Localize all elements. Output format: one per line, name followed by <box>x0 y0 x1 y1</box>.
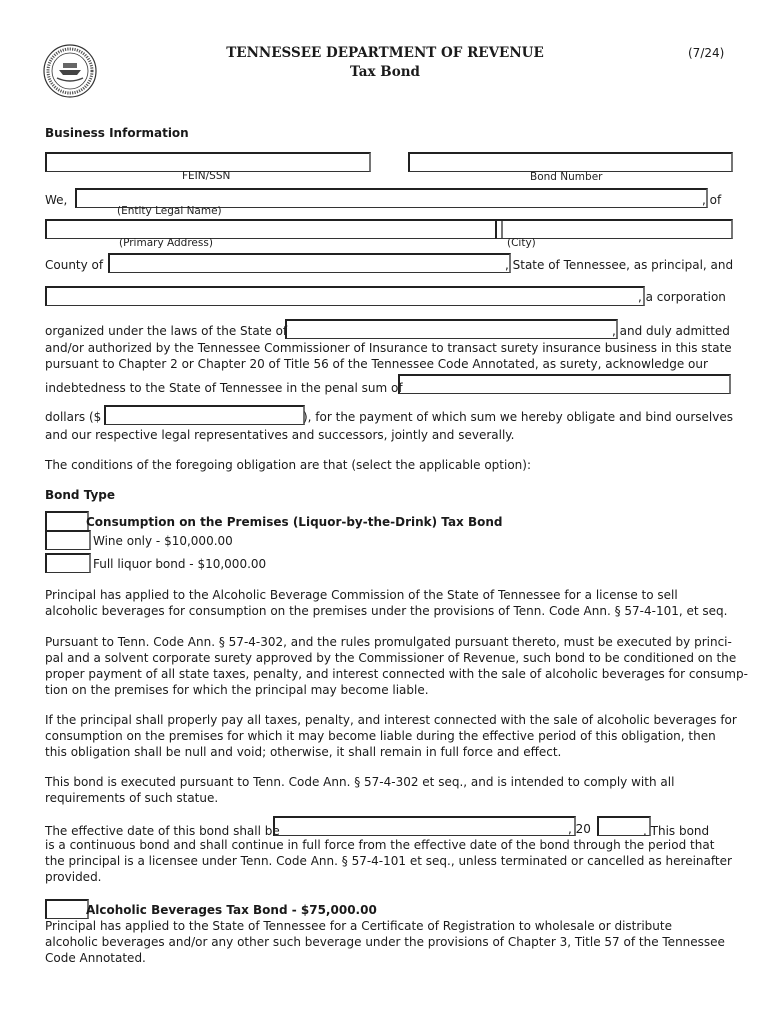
para1-line1: Principal has applied to the Alcoholic Beverage Commission of the State of Tennessee for a license to sell <box>45 588 678 602</box>
organized-label: organized under the laws of the State of <box>45 324 288 338</box>
bond-type-heading: Bond Type <box>45 488 116 502</box>
city-input[interactable] <box>495 219 733 239</box>
para2-line3: proper payment of all state taxes, penalty, and interest connected with the sale of alcoholic beverages for consump- <box>45 667 748 681</box>
primary-address-input[interactable] <box>45 219 503 239</box>
wine-only-select[interactable] <box>45 530 91 550</box>
entity-name-label: (Entity Legal Name) <box>117 205 222 217</box>
penal-sum-amount-input[interactable] <box>104 405 305 425</box>
para6-line1: Principal has applied to the State of Tennessee for a Certificate of Registration to wholesale or distribute <box>45 919 672 933</box>
para2-line4: tion on the premises for which the principal may become liable. <box>45 683 429 697</box>
full-liquor-label: Full liquor bond - $10,000.00 <box>93 557 267 571</box>
year-prefix: , 20 <box>568 822 591 836</box>
para3-line2: consumption on the premises for which it may become liable during the effective period of this obligation, then <box>45 729 716 743</box>
authorized-text-2: pursuant to Chapter 2 or Chapter 20 of Title 56 of the Tennessee Code Annotated, as surety, acknowledge our <box>45 357 708 371</box>
county-label: County of <box>45 258 104 272</box>
primary-address-label: (Primary Address) <box>119 237 213 249</box>
para2-line2: pal and a solvent corporate surety approved by the Commissioner of Revenue, such bond to be conditioned on the <box>45 651 737 665</box>
para4-line2: requirements of such statue. <box>45 791 219 805</box>
authorized-text-1: and/or authorized by the Tennessee Commissioner of Insurance to transact surety insurance business in this state <box>45 341 732 355</box>
para1-line2: alcoholic beverages for consumption on the premises under the provisions of Tenn. Code Ann. § 57-4-101, et seq. <box>45 604 728 618</box>
para6-line3: Code Annotated. <box>45 951 146 965</box>
corporation-text: , a corporation <box>638 290 726 304</box>
revision-date: (7/24) <box>688 46 725 60</box>
para5-line2: is a continuous bond and shall continue in full force from the effective date of the bond through the period that <box>45 838 715 852</box>
para5-line3: the principal is a licensee under Tenn. Code Ann. § 57-4-101 et seq., unless terminated or cancelled as hereinafter <box>45 854 732 868</box>
penal-sum-words-input[interactable] <box>398 374 731 394</box>
duly-admitted-text: , and duly admitted <box>612 324 730 338</box>
para5-line4: provided. <box>45 870 102 884</box>
county-input[interactable] <box>108 253 511 273</box>
of-label: , of <box>702 193 722 207</box>
successors-text: and our respective legal representatives and successors, jointly and severally. <box>45 428 515 442</box>
indebtedness-text: indebtedness to the State of Tennessee in the penal sum of <box>45 381 403 395</box>
full-liquor-select[interactable] <box>45 553 91 573</box>
fein-ssn-label: FEIN/SSN <box>182 170 231 182</box>
this-bond-text: . This bond <box>643 824 710 838</box>
surety-corporation-input[interactable] <box>45 286 645 306</box>
dollars-label: dollars ($ <box>45 410 102 424</box>
city-label: (City) <box>507 237 536 249</box>
fein-ssn-input[interactable] <box>45 152 371 172</box>
para6-line2: alcoholic beverages and/or any other such beverage under the provisions of Chapter 3, Title 57 of the Tennessee <box>45 935 725 949</box>
para3-line3: this obligation shall be null and void; otherwise, it shall remain in full force and effect. <box>45 745 562 759</box>
para2-line1: Pursuant to Tenn. Code Ann. § 57-4-302, and the rules promulgated pursuant thereto, must be executed by princi- <box>45 635 732 649</box>
state-principal-text: , State of Tennessee, as principal, and <box>505 258 734 272</box>
business-info-heading: Business Information <box>45 126 189 140</box>
we-label: We, <box>45 193 68 207</box>
conditions-text: The conditions of the foregoing obligation are that (select the applicable option): <box>45 458 532 472</box>
organized-state-input[interactable] <box>285 319 618 339</box>
payment-text: ), for the payment of which sum we hereby obligate and bind ourselves <box>303 410 733 424</box>
form-title: Tax Bond <box>350 64 420 80</box>
consumption-bond-select[interactable] <box>45 511 89 531</box>
wine-only-label: Wine only - $10,000.00 <box>93 534 233 548</box>
state-seal <box>43 44 97 98</box>
bond-number-label: Bond Number <box>530 171 603 183</box>
consumption-bond-title: Consumption on the Premises (Liquor-by-the-Drink) Tax Bond <box>86 515 503 529</box>
effective-date-label: The effective date of this bond shall be <box>45 824 280 838</box>
para4-line1: This bond is executed pursuant to Tenn. Code Ann. § 57-4-302 et seq., and is intended to comply with all <box>45 775 675 789</box>
alcoholic-beverages-bond-select[interactable] <box>45 899 89 919</box>
para3-line1: If the principal shall properly pay all taxes, penalty, and interest connected with the sale of alcoholic beverages for <box>45 713 737 727</box>
bond-number-input[interactable] <box>408 152 733 172</box>
department-title: TENNESSEE DEPARTMENT OF REVENUE <box>226 45 544 61</box>
effective-date-input[interactable] <box>273 816 576 836</box>
alcoholic-bond-title: Alcoholic Beverages Tax Bond - $75,000.00 <box>86 903 377 917</box>
